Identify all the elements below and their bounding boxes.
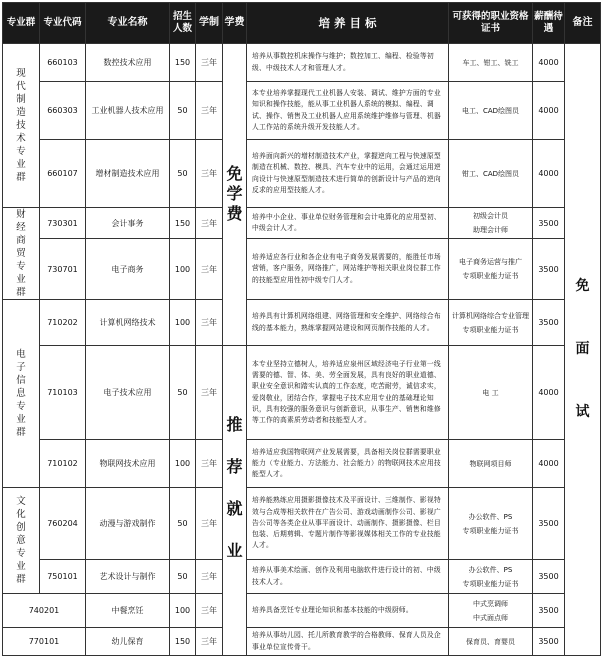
enroll-count: 150 (170, 44, 196, 82)
certificate: 电子商务运营与推广 专项职业能力证书 (449, 239, 533, 300)
enrollment-table-container (2, 2, 600, 655)
fee-text-top: 免学费 (226, 164, 243, 223)
enroll-count: 100 (170, 239, 196, 300)
training-goal: 本专业培养掌握现代工业机器人安装、调试、维护方面的专业知识和操作技能，能从事工业机器人系统的模拟、编程、调试、操作、销售及工业机器人应用系统维护维修与管理、机器人工作站的系统升级开发技能人才。 (247, 82, 449, 140)
group-cell (3, 488, 40, 594)
group-cell (3, 44, 40, 208)
major-name: 会计事务 (86, 208, 170, 239)
study-years: 三年 (196, 44, 223, 82)
certificate: 计算机网络综合专业管理 专项职业能力证书 (449, 300, 533, 346)
training-goal: 培养适应各行业和各企业有电子商务发展需要的，能胜任市场营销，客户服务，网络推广，网站维护等相关职业岗位群工作的技能型应用性初中级专门人才。 (247, 239, 449, 300)
salary: 3500 (533, 560, 565, 594)
major-code: 730701 (40, 239, 86, 300)
study-years: 三年 (196, 208, 223, 239)
major-name: 计算机网络技术 (86, 300, 170, 346)
header-cert: 可获得的职业资格证书 (449, 3, 533, 44)
major-name: 物联网技术应用 (86, 440, 170, 488)
salary: 3500 (533, 628, 565, 656)
training-goal: 培养中小企业、事业单位财务管理和会计电算化的应用型初、中级会计人才。 (247, 208, 449, 239)
fee-text-bottom: 推荐就业 (226, 415, 243, 560)
group-label: 财经商贸专业群 (16, 209, 26, 298)
major-name: 增材制造技术应用 (86, 140, 170, 208)
major-name: 工业机器人技术应用 (86, 82, 170, 140)
group-cell (3, 208, 40, 300)
salary: 3500 (533, 594, 565, 628)
study-years: 三年 (196, 594, 223, 628)
table-row (3, 488, 601, 560)
header-code: 专业代码 (40, 3, 86, 44)
table-row (3, 208, 601, 239)
group-label: 电子信息专业群 (16, 349, 26, 438)
enroll-count: 50 (170, 82, 196, 140)
enroll-count: 150 (170, 628, 196, 656)
study-years: 三年 (196, 300, 223, 346)
training-goal: 培养适应我国物联网产业发展需要，具备相关岗位群需要职业能力（专业能力、方法能力、社会能力）的物联网技术应用技能型人才。 (247, 440, 449, 488)
salary: 4000 (533, 44, 565, 82)
table-row (3, 44, 601, 82)
certificate: 电 工 (449, 346, 533, 440)
major-code: 770101 (3, 628, 86, 656)
training-goal: 培养具备烹饪专业理论知识和基本技能的中级厨师。 (247, 594, 449, 628)
training-goal: 培养面向新兴的增材制造技术产业，掌握逆向工程与快速原型制造在机械、数控、模具、汽车专业中的运用，会通过运用逆向设计与快速原型制造技术进行简单的创新设计与产品的逆向反求的应用型技能人才。 (247, 140, 449, 208)
study-years: 三年 (196, 628, 223, 656)
major-name: 电子技术应用 (86, 346, 170, 440)
study-years: 三年 (196, 140, 223, 208)
salary: 4000 (533, 440, 565, 488)
enroll-count: 50 (170, 346, 196, 440)
certificate: 物联网项目师 (449, 440, 533, 488)
major-name: 数控技术应用 (86, 44, 170, 82)
major-name: 艺术设计与制作 (86, 560, 170, 594)
major-code: 750101 (40, 560, 86, 594)
table-row (3, 140, 601, 208)
table-row (3, 440, 601, 488)
certificate: 办公软件、PS 专项职业能力证书 (449, 488, 533, 560)
certificate: 办公软件、PS 专项职业能力证书 (449, 560, 533, 594)
training-goal: 培养从事数控机床操作与维护；数控加工、编程、检验等初级、中级技术人才和管理人才。 (247, 44, 449, 82)
major-name: 中餐烹饪 (86, 594, 170, 628)
study-years: 三年 (196, 346, 223, 440)
note-char: 免 (575, 278, 590, 294)
group-label: 文化创意专业群 (16, 496, 26, 585)
training-goal: 培养从事幼儿园、托儿所教育教学的合格教师、保育人员及企事业单位宣传骨干。 (247, 628, 449, 656)
table-row (3, 82, 601, 140)
header-name: 专业名称 (86, 3, 170, 44)
enroll-count: 50 (170, 140, 196, 208)
study-years: 三年 (196, 440, 223, 488)
table-row (3, 594, 601, 628)
certificate: 初级会计员 助理会计师 (449, 208, 533, 239)
major-code: 710103 (40, 346, 86, 440)
header-goal: 培 养 目 标 (247, 3, 449, 44)
certificate: 车工、钳工、铣工 (449, 44, 533, 82)
table-header-row (3, 3, 601, 44)
note-char: 试 (575, 404, 590, 420)
salary: 4000 (533, 140, 565, 208)
header-salary: 薪酬待遇 (533, 3, 565, 44)
study-years: 三年 (196, 488, 223, 560)
enroll-count: 100 (170, 300, 196, 346)
certificate: 电工、CAD绘图员 (449, 82, 533, 140)
major-code: 710202 (40, 300, 86, 346)
major-code: 660103 (40, 44, 86, 82)
certificate: 钳工、CAD绘图员 (449, 140, 533, 208)
training-goal: 培养能熟练应用摄影摄像技术及平面设计、三维制作、影视特效与合成等相关软件在广告公司、游戏动画制作公司、影视广告公司等各类企业从事平面设计、动画制作、摄影摄像、栏目包装、后期剪辑、专题片制作等影视媒体相关工作的专业技能人才。 (247, 488, 449, 560)
table-row (3, 300, 601, 346)
salary: 4000 (533, 346, 565, 440)
salary: 4000 (533, 82, 565, 140)
enroll-count: 50 (170, 560, 196, 594)
major-name: 动漫与游戏制作 (86, 488, 170, 560)
major-code: 740201 (3, 594, 86, 628)
group-cell (3, 300, 40, 488)
major-code: 660303 (40, 82, 86, 140)
enrollment-table (2, 2, 601, 656)
header-years: 学制 (196, 3, 223, 44)
table-row (3, 346, 601, 440)
fee-cell-top (223, 44, 247, 346)
major-code: 710102 (40, 440, 86, 488)
training-goal: 培养从事美术绘画、创作及利用电脑软件进行设计的初、中级技术人才。 (247, 560, 449, 594)
salary: 3500 (533, 239, 565, 300)
enroll-count: 150 (170, 208, 196, 239)
study-years: 三年 (196, 239, 223, 300)
header-fee: 学费 (223, 3, 247, 44)
major-name: 电子商务 (86, 239, 170, 300)
study-years: 三年 (196, 82, 223, 140)
note-cell (565, 44, 601, 656)
major-code: 760204 (40, 488, 86, 560)
note-char: 面 (575, 341, 590, 357)
table-row (3, 239, 601, 300)
enroll-count: 100 (170, 594, 196, 628)
table-row (3, 560, 601, 594)
salary: 3500 (533, 208, 565, 239)
fee-cell-bottom (223, 346, 247, 656)
major-name: 幼儿保育 (86, 628, 170, 656)
certificate: 保育员、育婴员 (449, 628, 533, 656)
header-enroll: 招生人数 (170, 3, 196, 44)
training-goal: 本专业坚持立德树人，培养适应泉州区域经济电子行业第一线需要的德、智、体、美、劳全面发展，具有良好的职业道德、职业安全意识和踏实认真的工作态度，吃苦耐劳，诚信求实，爱岗敬业，团结合作，掌握电子技术应用专业的基础理论知识，具有较强的服务意识与创新意识，从事生产、销售和维修等工作的高素质劳动者和技能型人才。 (247, 346, 449, 440)
major-code: 730301 (40, 208, 86, 239)
certificate: 中式烹调师 中式面点师 (449, 594, 533, 628)
enroll-count: 100 (170, 440, 196, 488)
header-group: 专业群 (3, 3, 40, 44)
training-goal: 培养具有计算机网络组建、网络管理和安全维护、网络综合布线的基本能力，熟练掌握网站建设和网页制作技能的人才。 (247, 300, 449, 346)
header-note: 备注 (565, 3, 601, 44)
table-row (3, 628, 601, 656)
salary: 3500 (533, 488, 565, 560)
group-label: 现代制造技术专业群 (16, 68, 26, 183)
salary: 3500 (533, 300, 565, 346)
major-code: 660107 (40, 140, 86, 208)
enroll-count: 50 (170, 488, 196, 560)
study-years: 三年 (196, 560, 223, 594)
